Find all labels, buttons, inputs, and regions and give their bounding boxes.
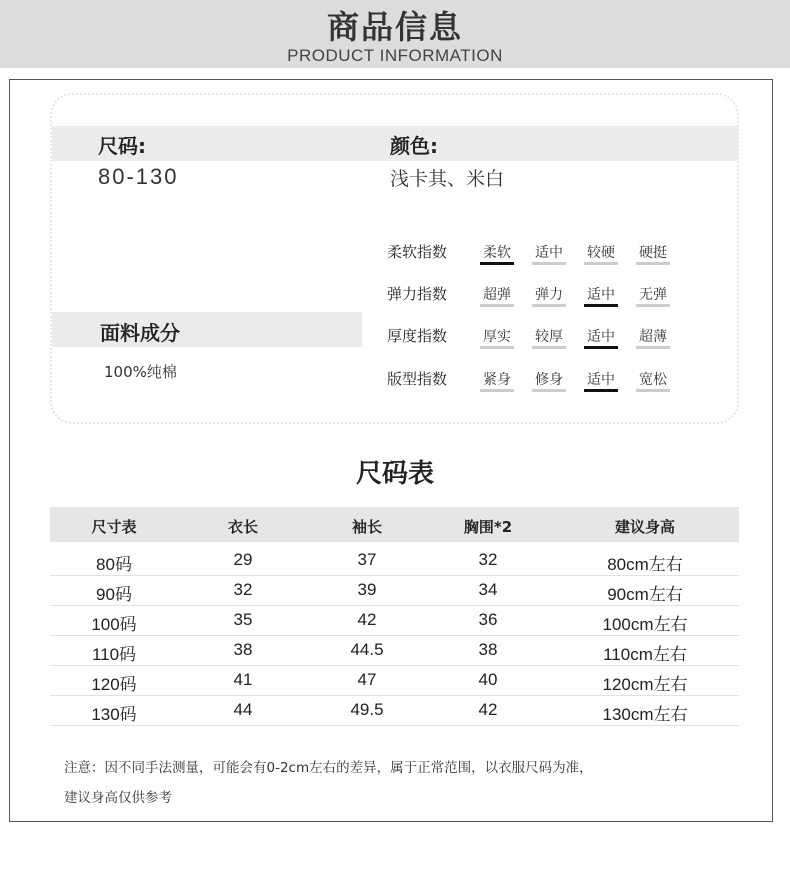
- index-name: 柔软指数: [387, 243, 448, 261]
- index-option: 较硬: [587, 245, 615, 261]
- table-header-cell: 建议身高: [614, 518, 675, 536]
- table-cell: 41: [233, 670, 253, 689]
- table-cell: 80cm左右: [607, 555, 683, 574]
- fabric-value: 100%纯棉: [104, 363, 177, 381]
- table-row-divider: [50, 725, 739, 726]
- table-cell: 38: [233, 640, 253, 659]
- table-cell: 36: [478, 610, 498, 629]
- index-option: 较厚: [535, 329, 563, 345]
- index-option: 修身: [535, 372, 563, 388]
- table-cell: 100码: [91, 615, 137, 634]
- index-marker: [480, 346, 514, 349]
- table-cell: 130cm左右: [602, 705, 688, 724]
- size-label: 尺码:: [98, 134, 146, 158]
- index-marker-selected: [480, 262, 514, 265]
- index-option: 适中: [587, 287, 615, 303]
- size-table-title: 尺码表: [355, 459, 434, 489]
- page-title: 商品信息: [326, 8, 463, 46]
- index-name: 厚度指数: [387, 327, 448, 345]
- table-cell: 29: [233, 550, 253, 569]
- color-value: 浅卡其、米白: [390, 168, 505, 190]
- index-option: 柔软: [483, 245, 511, 261]
- index-marker: [636, 304, 670, 307]
- table-row-divider: [50, 575, 739, 576]
- table-cell: 120码: [91, 675, 137, 694]
- table-cell: 44.5: [350, 640, 384, 659]
- table-cell: 37: [357, 550, 377, 569]
- index-marker: [532, 304, 566, 307]
- size-value: 80-130: [98, 164, 179, 189]
- table-cell: 90cm左右: [607, 585, 683, 604]
- table-header-cell: 胸围*2: [463, 518, 513, 536]
- index-marker: [532, 346, 566, 349]
- table-cell: 110码: [91, 645, 137, 664]
- index-marker-selected: [584, 346, 618, 349]
- table-cell: 39: [357, 580, 377, 599]
- note-line-2: 建议身高仅供参考: [64, 790, 172, 806]
- fabric-label: 面料成分: [100, 321, 180, 345]
- table-cell: 32: [478, 550, 498, 569]
- table-header-cell: 尺寸表: [91, 518, 137, 536]
- table-header-cell: 袖长: [351, 518, 382, 536]
- table-cell: 38: [478, 640, 498, 659]
- table-cell: 42: [357, 610, 377, 629]
- index-marker: [480, 389, 514, 392]
- index-option: 超弹: [483, 287, 511, 303]
- index-marker-selected: [584, 304, 618, 307]
- index-option: 厚实: [483, 329, 511, 345]
- table-cell: 80码: [96, 555, 132, 574]
- table-cell: 42: [478, 700, 498, 719]
- index-marker: [584, 262, 618, 265]
- table-cell: 35: [233, 610, 253, 629]
- table-cell: 47: [357, 670, 377, 689]
- table-cell: 130码: [91, 705, 137, 724]
- table-cell: 100cm左右: [602, 615, 688, 634]
- index-option: 无弹: [639, 287, 667, 303]
- table-cell: 34: [478, 580, 498, 599]
- index-marker: [636, 346, 670, 349]
- table-row-divider: [50, 665, 739, 666]
- index-option: 紧身: [483, 372, 511, 388]
- page-subtitle: PRODUCT INFORMATION: [287, 46, 503, 65]
- index-marker: [636, 262, 670, 265]
- index-option: 适中: [587, 372, 615, 388]
- index-marker: [636, 389, 670, 392]
- table-row-divider: [50, 605, 739, 606]
- table-cell: 44: [233, 700, 253, 719]
- index-option: 弹力: [535, 287, 563, 303]
- color-label: 颜色:: [390, 134, 438, 158]
- index-name: 版型指数: [387, 370, 448, 388]
- index-option: 适中: [535, 245, 563, 261]
- table-cell: 120cm左右: [602, 675, 688, 694]
- table-row-divider: [50, 635, 739, 636]
- table-header-cell: 衣长: [227, 518, 258, 536]
- index-marker: [532, 389, 566, 392]
- index-option: 硬挺: [639, 245, 667, 261]
- note-line-1: 注意：因不同手法测量，可能会有0-2cm左右的差异，属于正常范围，以衣服尺码为准，: [64, 760, 593, 776]
- index-name: 弹力指数: [387, 285, 448, 303]
- table-cell: 49.5: [350, 700, 384, 719]
- index-marker: [532, 262, 566, 265]
- table-cell: 110cm左右: [603, 645, 687, 664]
- table-row-divider: [50, 695, 739, 696]
- fabric-band: [52, 312, 362, 347]
- index-option: 超薄: [639, 329, 667, 345]
- index-marker-selected: [584, 389, 618, 392]
- index-option: 宽松: [639, 372, 667, 388]
- table-cell: 32: [233, 580, 253, 599]
- table-cell: 40: [478, 670, 498, 689]
- index-marker: [480, 304, 514, 307]
- table-cell: 90码: [96, 585, 132, 604]
- index-option: 适中: [587, 329, 615, 345]
